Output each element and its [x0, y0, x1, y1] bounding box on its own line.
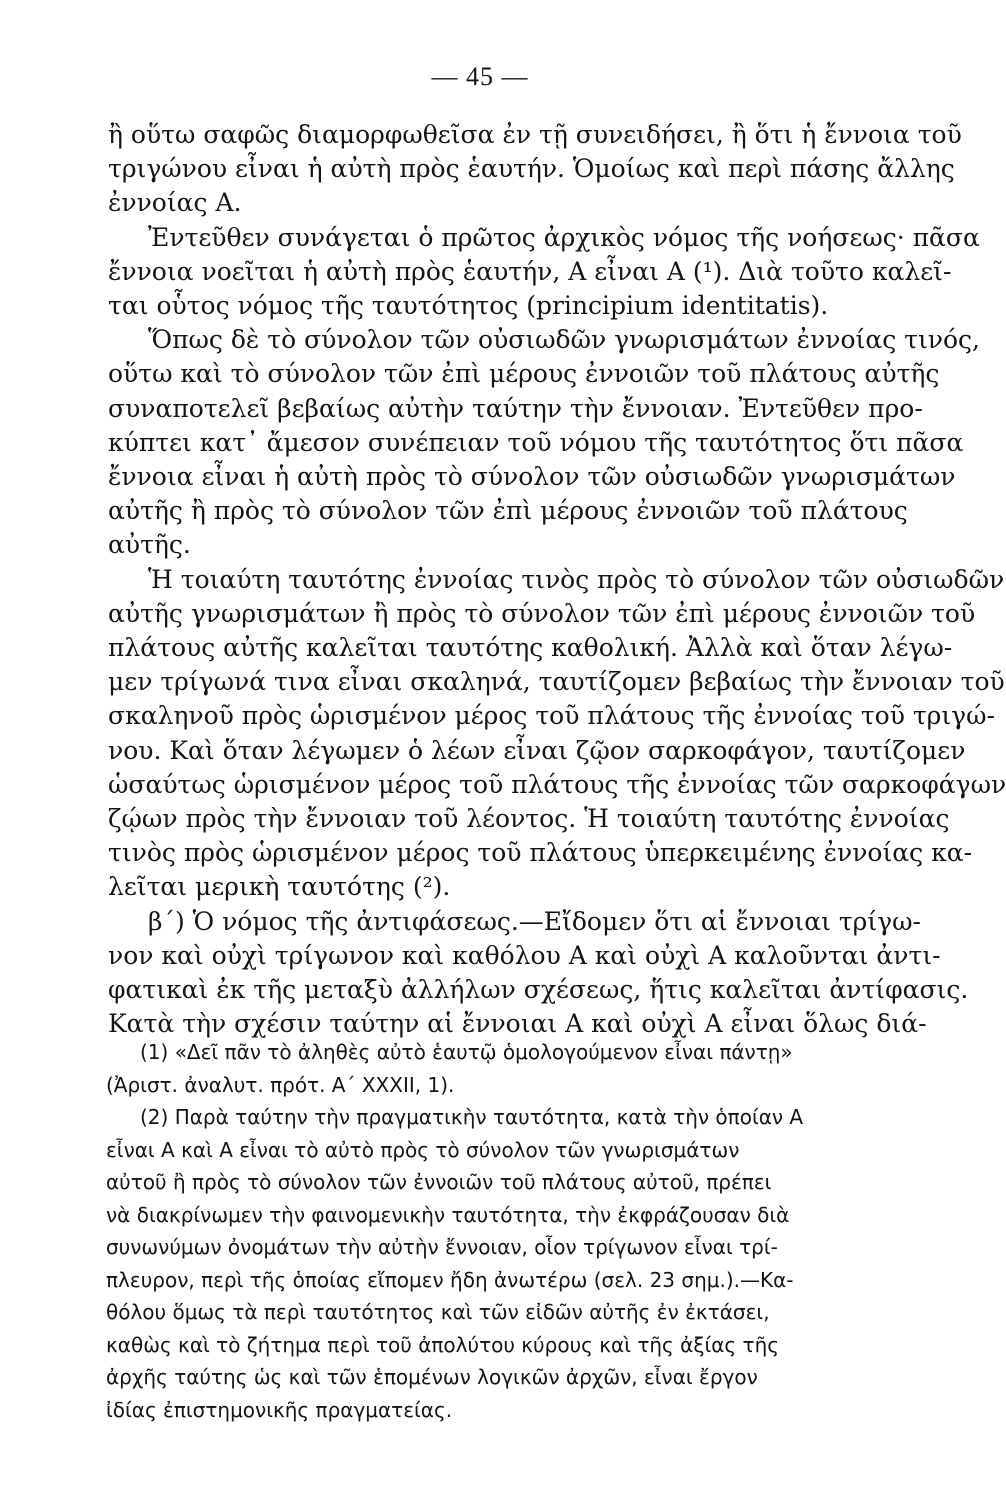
footnote-line: ἀρχῆς ταύτης ὡς καὶ τῶν ἑπομένων λογικῶν ἀρχῶν, εἶναι ἔργον	[106, 1365, 758, 1389]
body-line: συναποτελεῖ βεβαίως αὐτὴν ταύτην τὴν ἔννοιαν. Ἐντεῦθεν προ-	[108, 393, 923, 423]
footnote-line: συνωνύμων ὀνομάτων τὴν αὐτὴν ἔννοιαν, οἷον τρίγωνον εἶναι τρί-	[106, 1235, 778, 1259]
body-line: οὕτω καὶ τὸ σύνολον τῶν ἐπὶ μέρους ἐννοιῶν τοῦ πλάτους αὐτῆς	[108, 359, 940, 389]
body-line: πλάτους αὐτῆς καλεῖται ταυτότης καθολική. Ἀλλὰ καὶ ὅταν λέγω-	[108, 633, 953, 663]
footnotes	[106, 1036, 822, 1426]
body-text	[108, 118, 1006, 1041]
body-line: νου. Καὶ ὅταν λέγωμεν ὁ λέων εἶναι ζῷον σαρκοφάγον, ταυτίζομεν	[108, 735, 966, 765]
body-line: μεν τρίγωνά τινα εἶναι σκαληνά, ταυτίζομεν βεβαίως τὴν ἔννοιαν τοῦ	[108, 667, 1005, 697]
body-line: ἔννοια νοεῖται ἡ αὐτὴ πρὸς ἑαυτήν, Α εἶναι Α (¹). Διὰ τοῦτο καλεῖ-	[108, 256, 952, 286]
body-line: ται οὗτος νόμος τῆς ταυτότητος (principium identitatis).	[108, 291, 829, 321]
body-line: ἐννοίας Α.	[108, 188, 242, 218]
body-line: φατικαὶ ἐκ τῆς μεταξὺ ἀλλήλων σχέσεως, ἥτις καλεῖται ἀντίφασις.	[108, 975, 969, 1005]
body-line: ζῴων πρὸς τὴν ἔννοιαν τοῦ λέοντος. Ἡ τοιαύτη ταυτότης ἐννοίας	[108, 804, 950, 834]
body-line: αὐτῆς.	[108, 530, 191, 560]
body-line: νον καὶ οὐχὶ τρίγωνον καὶ καθόλου Α καὶ οὐχὶ Α καλοῦνται ἀντι-	[108, 940, 941, 970]
body-line: ἢ οὕτω σαφῶς διαμορφωθεῖσα ἐν τῇ συνειδήσει, ἢ ὅτι ἡ ἔννοια τοῦ	[108, 120, 962, 149]
body-line: Ἡ τοιαύτη ταυτότης ἐννοίας τινὸς πρὸς τὸ σύνολον τῶν οὐσιωδῶν	[148, 564, 1005, 594]
page-number: — 45 —	[431, 62, 529, 91]
body-line: ὡσαύτως ὡρισμένον μέρος τοῦ πλάτους τῆς ἐννοίας τῶν σαρκοφάγων	[108, 769, 1006, 799]
body-line: Ὅπως δὲ τὸ σύνολον τῶν οὐσιωδῶν γνωρισμάτων ἐννοίας τινός,	[148, 325, 981, 355]
footnote-line: θόλου ὅμως τὰ περὶ ταυτότητος καὶ τῶν εἰδῶν αὐτῆς ἐν ἐκτάσει,	[106, 1300, 770, 1324]
body-line: β΄) Ὁ νόμος τῆς ἀντιφάσεως.—Εἴδομεν ὅτι αἱ ἔννοιαι τρίγω-	[148, 906, 921, 936]
body-line: λεῖται μερικὴ ταυτότης (²).	[108, 872, 451, 902]
footnote-line: καθὼς καὶ τὸ ζήτημα περὶ τοῦ ἀπολύτου κύρους καὶ τῆς ἀξίας τῆς	[106, 1332, 779, 1357]
footnote-line: εἶναι Α καὶ Α εἶναι τὸ αὐτὸ πρὸς τὸ σύνολον τῶν γνωρισμάτων	[106, 1137, 740, 1162]
body-line: Ἐντεῦθεν συνάγεται ὁ πρῶτος ἀρχικὸς νόμος τῆς νοήσεως· πᾶσα	[148, 222, 980, 252]
footnote-line: νὰ διακρίνωμεν τὴν φαινομενικὴν ταυτότητα, τὴν ἐκφράζουσαν διὰ	[106, 1202, 790, 1227]
body-line: τινὸς πρὸς ὡρισμένον μέρος τοῦ πλάτους ὑπερκειμένης ἐννοίας κα-	[108, 838, 973, 868]
footnote-line: (Ἀριστ. ἀναλυτ. πρότ. Α΄ XXXII, 1).	[106, 1072, 455, 1097]
body-line: αὐτῆς γνωρισμάτων ἢ πρὸς τὸ σύνολον τῶν ἐπὶ μέρους ἐννοιῶν τοῦ	[108, 598, 976, 628]
body-line: σκαληνοῦ πρὸς ὡρισμένον μέρος τοῦ πλάτους τῆς ἐννοίας τοῦ τριγώ-	[108, 701, 995, 731]
footnote-line: πλευρον, περὶ τῆς ὁποίας εἴπομεν ἤδη ἀνωτέρω (σελ. 23 σημ.).—Κα-	[106, 1267, 794, 1292]
body-line: ἔννοια εἶναι ἡ αὐτὴ πρὸς τὸ σύνολον τῶν οὐσιωδῶν γνωρισμάτων	[108, 462, 956, 492]
body-line: τριγώνου εἶναι ἡ αὐτὴ πρὸς ἑαυτήν. Ὁμοίως καὶ περὶ πάσης ἄλλης	[108, 154, 955, 184]
body-line: Κατὰ τὴν σχέσιν ταύτην αἱ ἔννοιαι Α καὶ οὐχὶ Α εἶναι ὅλως διά-	[108, 1009, 927, 1039]
footnote-line: (2) Παρὰ ταύτην τὴν πραγματικὴν ταυτότητα, κατὰ τὴν ὁποίαν Α	[140, 1105, 804, 1129]
footnote-line: αὐτοῦ ἢ πρὸς τὸ σύνολον τῶν ἐννοιῶν τοῦ πλάτους αὐτοῦ, πρέπει	[106, 1170, 772, 1194]
body-line: αὐτῆς ἢ πρὸς τὸ σύνολον τῶν ἐπὶ μέρους ἐννοιῶν τοῦ πλάτους	[108, 496, 908, 526]
footnote-line: (1) «Δεῖ πᾶν τὸ ἀληθὲς αὐτὸ ἑαυτῷ ὁμολογούμενον εἶναι πάντῃ»	[140, 1040, 793, 1064]
body-line: κύπτει κατ᾽ ἄμεσον συνέπειαν τοῦ νόμου τῆς ταυτότητος ὅτι πᾶσα	[108, 427, 964, 457]
footnote-line: ἰδίας ἐπιστημονικῆς πραγματείας.	[106, 1397, 453, 1422]
